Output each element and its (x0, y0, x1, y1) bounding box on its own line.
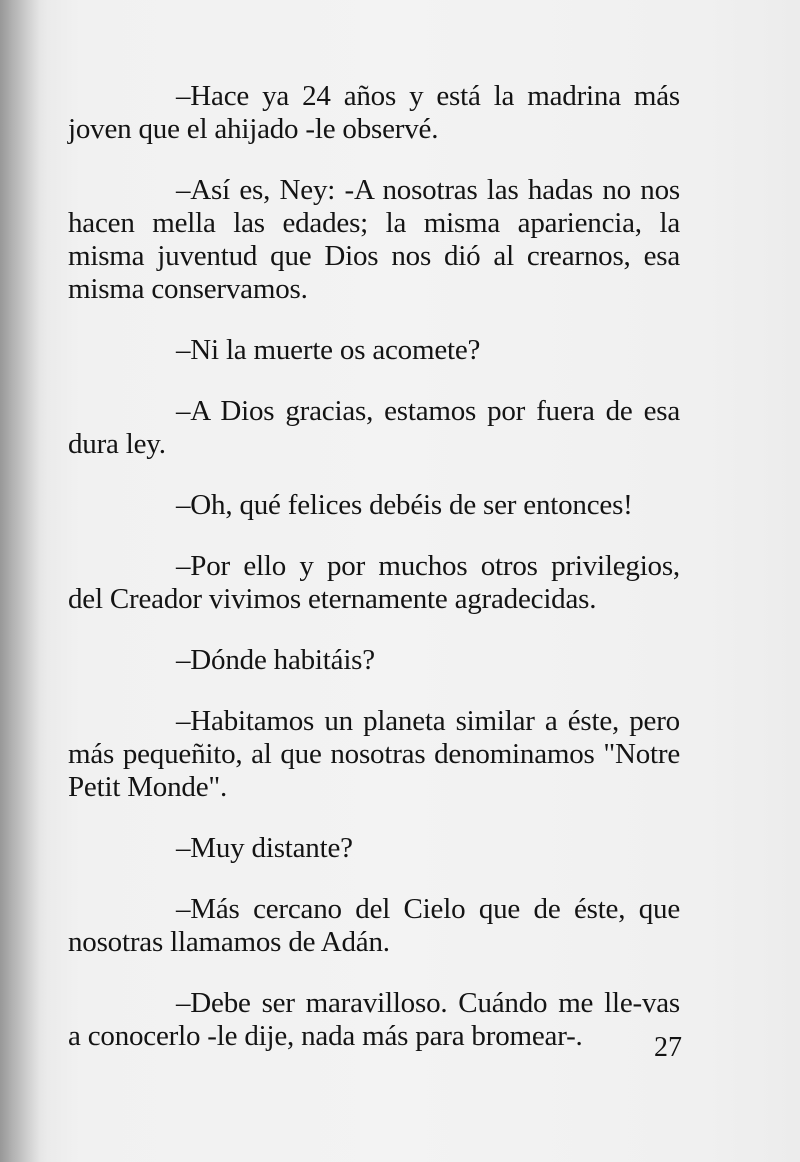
paragraph-5: –Oh, qué felices debéis de ser entonces! (176, 489, 633, 521)
paragraph-6: –Por ello y por muchos otros privilegios, del Creador vivimos eternamente agradecidas. (68, 550, 680, 615)
spine-shadow (0, 0, 40, 1162)
paragraph-2: –Así es, Ney: -A nosotras las hadas no nos hacen mella las edades; la misma apariencia, la misma juventud que Dios nos dió al crearnos, esa misma conservamos. (68, 174, 680, 305)
paragraph-3: –Ni la muerte os acomete? (176, 334, 481, 366)
paragraph-1: –Hace ya 24 años y está la madrina más joven que el ahijado -le observé. (68, 80, 680, 145)
body-text (68, 80, 680, 1081)
paragraph-4: –A Dios gracias, estamos por fuera de esa dura ley. (68, 395, 680, 460)
paragraph-9: –Muy distante? (176, 832, 353, 864)
page-number: 27 (654, 1032, 682, 1063)
paragraph-10: –Más cercano del Cielo que de éste, que nosotras llamamos de Adán. (68, 893, 680, 958)
paragraph-11: –Debe ser maravilloso. Cuándo me lle-vas a conocerlo -le dije, nada más para bromear-. (68, 987, 680, 1052)
paragraph-7: –Dónde habitáis? (176, 644, 375, 676)
paragraph-8: –Habitamos un planeta similar a éste, pero más pequeñito, al que nosotras denominamos "Notre Petit Monde". (68, 705, 680, 803)
